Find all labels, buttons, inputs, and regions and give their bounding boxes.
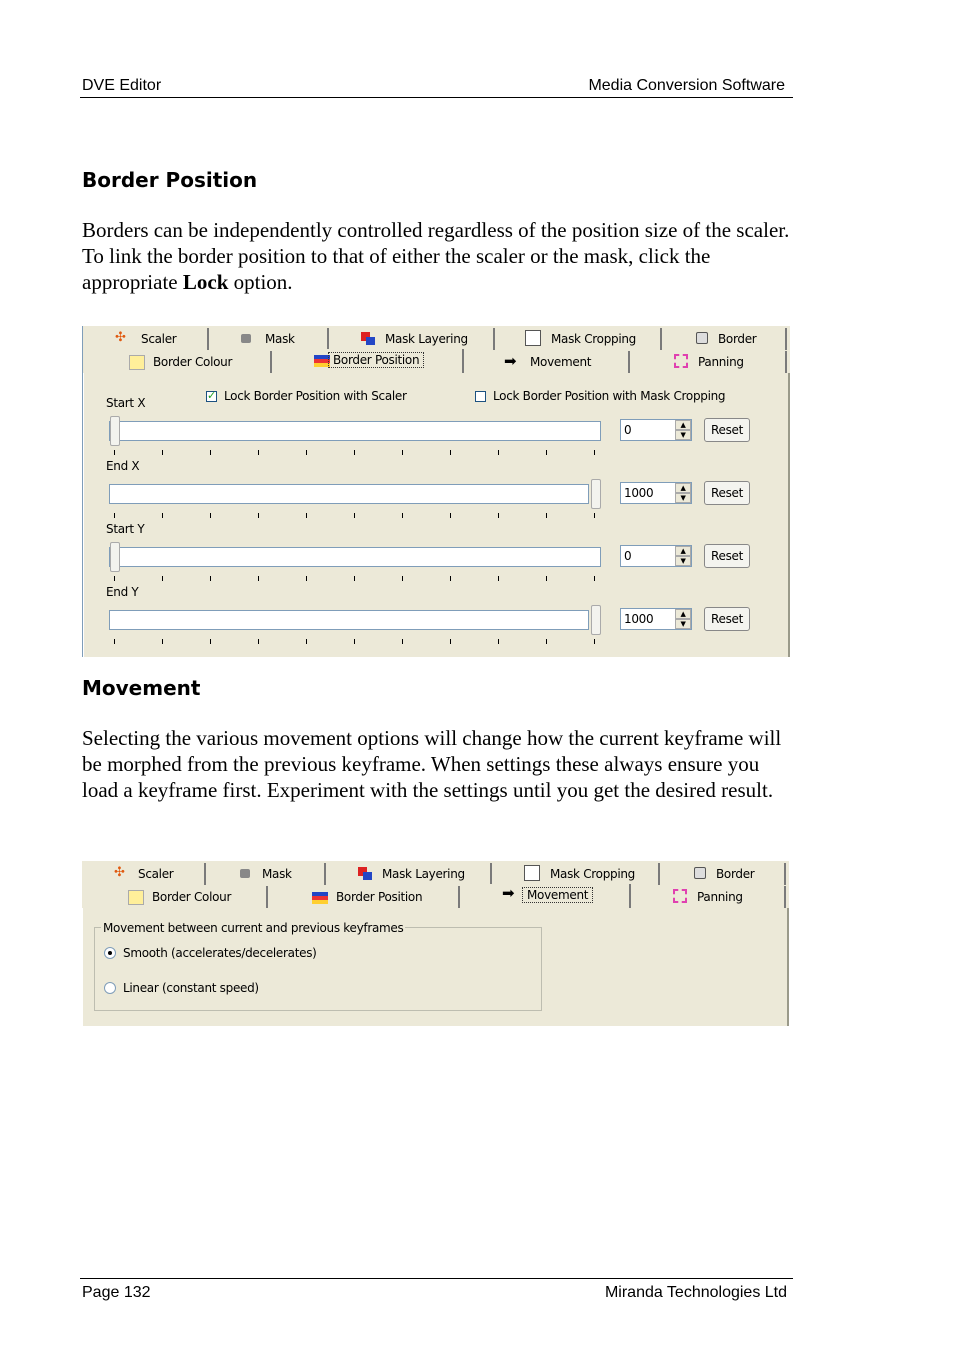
mask-cropping-icon	[524, 865, 540, 881]
slider-tick	[210, 639, 211, 644]
scaler-icon: ✣	[115, 330, 126, 345]
slider-thumb[interactable]	[591, 479, 601, 509]
slider-tick	[498, 513, 499, 518]
slider-tick	[114, 639, 115, 644]
spin-down-icon[interactable]: ▼	[675, 556, 691, 566]
mask-layering-icon	[361, 332, 375, 345]
slider-tick	[114, 513, 115, 518]
tab-border-position[interactable]: Border Position	[272, 349, 464, 373]
mask-icon	[241, 334, 251, 343]
tab-border-position[interactable]: Border Position	[268, 886, 460, 908]
tab-movement[interactable]: ➡ Movement	[460, 884, 631, 908]
tab-panning[interactable]: Panning	[631, 886, 786, 908]
slider-tick	[450, 450, 451, 455]
border-icon	[694, 867, 706, 879]
lock-mask-checkbox[interactable]	[475, 391, 486, 402]
paragraph-border-position: Borders can be independently controlled regardless of the position size of the scaler. To link the border position to that of either the scaler or the mask, click the appropriate Lock option.	[82, 218, 790, 294]
spin-down-icon[interactable]: ▼	[675, 493, 691, 503]
mask-icon	[240, 869, 250, 878]
border-position-icon	[312, 892, 328, 904]
spin-up-icon[interactable]: ▲	[675, 546, 691, 556]
start-y-slider[interactable]	[109, 547, 601, 567]
spin-down-icon[interactable]: ▼	[675, 619, 691, 629]
slider-tick	[498, 639, 499, 644]
slider-tick	[546, 450, 547, 455]
slider-tick	[306, 576, 307, 581]
slider-tick	[498, 576, 499, 581]
slider-tick	[498, 450, 499, 455]
spin-up-icon[interactable]: ▲	[675, 483, 691, 493]
heading-border-position: Border Position	[82, 168, 258, 192]
slider-tick	[210, 576, 211, 581]
slider-label: End Y	[106, 585, 139, 599]
spin-up-icon[interactable]: ▲	[675, 420, 691, 430]
scaler-icon: ✣	[114, 865, 125, 880]
border-colour-icon	[129, 355, 145, 370]
header-left: DVE Editor	[82, 77, 162, 94]
slider-tick	[114, 576, 115, 581]
linear-radio-label: Linear (constant speed)	[123, 981, 259, 995]
slider-label: Start X	[106, 396, 146, 410]
slider-thumb[interactable]	[110, 416, 120, 446]
slider-label: End X	[106, 459, 140, 473]
tab-scaler[interactable]: ✣ Scaler	[83, 328, 209, 350]
slider-tick	[162, 576, 163, 581]
movement-screenshot	[82, 861, 789, 1026]
end-y-spinbox[interactable]: 1000 ▲ ▼	[620, 608, 692, 630]
end-y-slider[interactable]	[109, 610, 589, 630]
tab-mask-cropping[interactable]: Mask Cropping	[495, 328, 662, 350]
tab-mask-layering[interactable]: Mask Layering	[326, 863, 492, 885]
end-y-reset-button[interactable]: Reset	[704, 607, 750, 631]
slider-tick	[258, 513, 259, 518]
movement-arrow-icon: ➡	[502, 884, 515, 902]
border-position-screenshot	[82, 326, 790, 657]
slider-tick	[306, 513, 307, 518]
movement-group-title: Movement between current and previous keyframes	[103, 921, 404, 935]
panning-icon	[674, 354, 688, 368]
tab-mask-cropping[interactable]: Mask Cropping	[492, 863, 660, 885]
slider-tick	[114, 450, 115, 455]
tab-mask-layering[interactable]: Mask Layering	[329, 328, 495, 350]
start-x-reset-button[interactable]: Reset	[704, 418, 750, 442]
paragraph-movement: Selecting the various movement options will change how the current keyframe will be morphed from the previous keyframe. When settings these always ensure you load a keyframe first. Experiment with the settings until you get the desired result.	[82, 726, 782, 802]
border-icon	[696, 332, 708, 344]
slider-tick	[450, 576, 451, 581]
tab-border[interactable]: Border	[662, 328, 787, 350]
spin-down-icon[interactable]: ▼	[675, 430, 691, 440]
slider-tick	[450, 513, 451, 518]
slider-tick	[210, 513, 211, 518]
slider-tick	[594, 450, 595, 455]
tab-border[interactable]: Border	[660, 863, 786, 885]
slider-tick	[162, 513, 163, 518]
tab-border-colour[interactable]: Border Colour	[84, 886, 268, 908]
lock-mask-label: Lock Border Position with Mask Cropping	[493, 389, 726, 403]
mask-layering-icon	[358, 867, 372, 880]
tab-mask[interactable]: Mask	[206, 863, 326, 885]
slider-tick	[450, 639, 451, 644]
border-colour-icon	[128, 890, 144, 905]
start-x-spinbox[interactable]: 0 ▲ ▼	[620, 419, 692, 441]
slider-thumb[interactable]	[591, 605, 601, 635]
tab-mask[interactable]: Mask	[209, 328, 329, 350]
slider-tick	[546, 513, 547, 518]
slider-tick	[210, 450, 211, 455]
panning-icon	[673, 889, 687, 903]
movement-groupbox	[94, 927, 542, 1011]
lock-scaler-checkbox[interactable]	[206, 391, 217, 402]
footer-left: Page 132	[82, 1284, 151, 1301]
mask-cropping-icon	[525, 330, 541, 346]
end-x-spinbox[interactable]: 1000 ▲ ▼	[620, 482, 692, 504]
slider-tick	[402, 450, 403, 455]
smooth-radio-label: Smooth (accelerates/decelerates)	[123, 946, 317, 960]
end-x-reset-button[interactable]: Reset	[704, 481, 750, 505]
slider-tick	[402, 639, 403, 644]
tab-scaler[interactable]: ✣ Scaler	[82, 863, 206, 885]
slider-tick	[258, 450, 259, 455]
slider-tick	[354, 576, 355, 581]
slider-tick	[402, 576, 403, 581]
tab-border-colour[interactable]: Border Colour	[87, 351, 272, 373]
header-rule	[80, 97, 793, 98]
heading-movement: Movement	[82, 676, 201, 700]
slider-tick	[258, 576, 259, 581]
slider-tick	[594, 576, 595, 581]
movement-arrow-icon: ➡	[504, 352, 517, 370]
slider-tick	[546, 639, 547, 644]
start-y-reset-button[interactable]: Reset	[704, 544, 750, 568]
slider-tick	[306, 639, 307, 644]
slider-tick	[354, 450, 355, 455]
end-x-slider[interactable]	[109, 484, 589, 504]
slider-tick	[594, 639, 595, 644]
slider-tick	[594, 513, 595, 518]
tab-panning[interactable]: Panning	[630, 351, 787, 373]
start-y-spinbox[interactable]: 0 ▲ ▼	[620, 545, 692, 567]
smooth-radio[interactable]	[104, 947, 116, 959]
spin-up-icon[interactable]: ▲	[675, 609, 691, 619]
tab-movement[interactable]: ➡ Movement	[464, 351, 630, 373]
slider-tick	[306, 450, 307, 455]
slider-tick	[258, 639, 259, 644]
slider-tick	[162, 639, 163, 644]
footer-right: Miranda Technologies Ltd	[604, 1284, 787, 1301]
slider-tick	[402, 513, 403, 518]
slider-label: Start Y	[106, 522, 145, 536]
slider-thumb[interactable]	[110, 542, 120, 572]
slider-tick	[162, 450, 163, 455]
header-right: Media Conversion Software	[588, 77, 785, 94]
slider-tick	[354, 513, 355, 518]
start-x-slider[interactable]	[109, 421, 601, 441]
linear-radio[interactable]	[104, 982, 116, 994]
slider-tick	[354, 639, 355, 644]
slider-tick	[546, 576, 547, 581]
lock-scaler-label: Lock Border Position with Scaler	[224, 389, 407, 403]
footer-rule	[80, 1278, 793, 1279]
